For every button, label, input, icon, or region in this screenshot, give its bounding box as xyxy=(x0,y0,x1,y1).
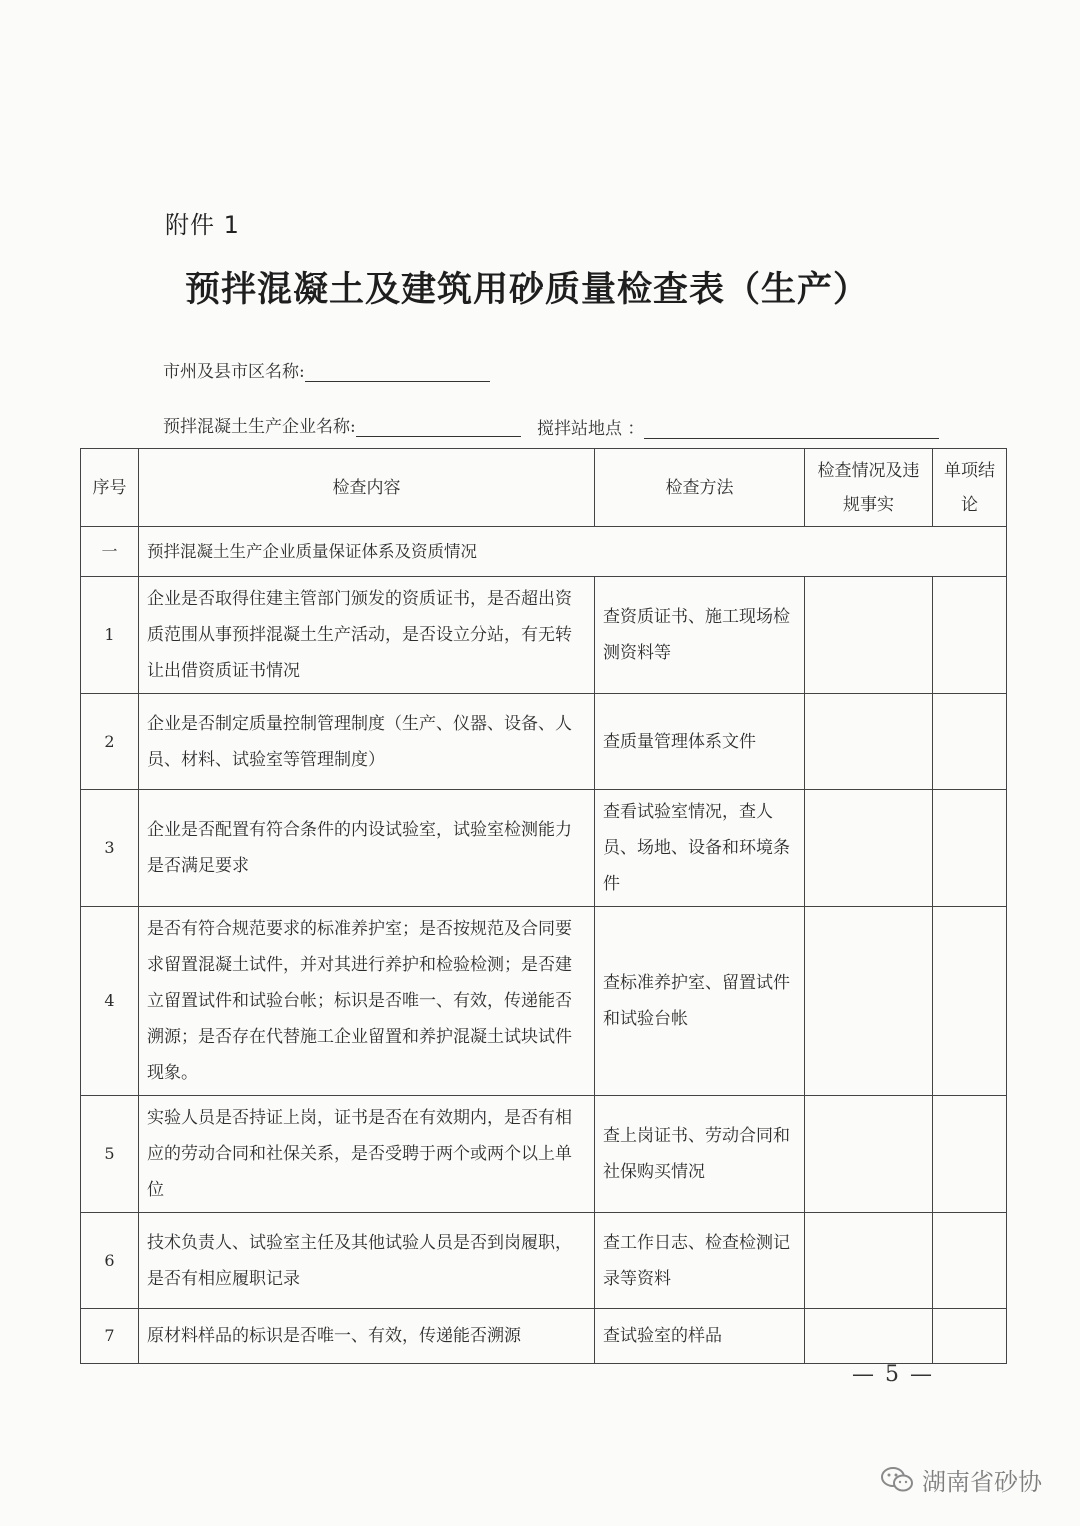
table-row xyxy=(81,1096,1007,1213)
row-finding-cell xyxy=(805,1096,933,1213)
table-row xyxy=(81,694,1007,790)
table-header-row xyxy=(81,449,1007,527)
row-number: 3 xyxy=(81,790,139,907)
watermark xyxy=(880,1462,1042,1497)
row-content: 原材料样品的标识是否唯一、有效，传递能否溯源 xyxy=(139,1309,595,1364)
row-conclusion-cell xyxy=(933,694,1007,790)
city-blank xyxy=(305,363,490,382)
row-content: 企业是否配置有符合条件的内设试验室，试验室检测能力是否满足要求 xyxy=(139,790,595,907)
table-row xyxy=(81,907,1007,1096)
station-blank xyxy=(644,420,939,439)
row-method: 查质量管理体系文件 xyxy=(595,694,805,790)
header-seq: 序号 xyxy=(81,449,139,527)
attachment-label: 附件 1 xyxy=(165,211,240,239)
row-finding-cell xyxy=(805,1213,933,1309)
table-row xyxy=(81,577,1007,694)
row-number: 1 xyxy=(81,577,139,694)
row-method: 查资质证书、施工现场检测资料等 xyxy=(595,577,805,694)
section-row xyxy=(81,527,1007,577)
table-row xyxy=(81,790,1007,907)
city-label: 市州及县市区名称: xyxy=(163,362,305,382)
table-row xyxy=(81,1309,1007,1364)
inspection-table xyxy=(80,448,1007,1364)
row-method: 查工作日志、检查检测记录等资料 xyxy=(595,1213,805,1309)
city-field xyxy=(163,357,490,382)
row-number: 7 xyxy=(81,1309,139,1364)
header-conclusion: 单项结论 xyxy=(933,449,1007,527)
row-number: 4 xyxy=(81,907,139,1096)
row-method: 查标准养护室、留置试件和试验台帐 xyxy=(595,907,805,1096)
header-method: 检查方法 xyxy=(595,449,805,527)
station-label: 搅拌站地点 ： xyxy=(537,419,645,439)
row-method: 查试验室的样品 xyxy=(595,1309,805,1364)
row-content: 是否有符合规范要求的标准养护室；是否按规范及合同要求留置混凝土试件，并对其进行养护和检验检测；是否建立留置试件和试验台帐；标识是否唯一、有效，传递能否溯源；是否存在代替施工企业留置和养护混凝土试块试件现象。 xyxy=(139,907,595,1096)
row-number: 6 xyxy=(81,1213,139,1309)
row-content: 企业是否取得住建主管部门颁发的资质证书，是否超出资质范围从事预拌混凝土生产活动，是否设立分站，有无转让出借资质证书情况 xyxy=(139,577,595,694)
row-conclusion-cell xyxy=(933,1096,1007,1213)
station-field xyxy=(537,414,939,439)
row-number: 5 xyxy=(81,1096,139,1213)
row-conclusion-cell xyxy=(933,907,1007,1096)
page-number: — 5 — xyxy=(852,1362,934,1387)
row-content: 实验人员是否持证上岗，证书是否在有效期内，是否有相应的劳动合同和社保关系，是否受聘于两个或两个以上单位 xyxy=(139,1096,595,1213)
row-method: 查上岗证书、劳动合同和社保购买情况 xyxy=(595,1096,805,1213)
table-row xyxy=(81,1213,1007,1309)
row-finding-cell xyxy=(805,1309,933,1364)
header-content: 检查内容 xyxy=(139,449,595,527)
row-finding-cell xyxy=(805,577,933,694)
row-conclusion-cell xyxy=(933,1309,1007,1364)
header-finding: 检查情况及违规事实 xyxy=(805,449,933,527)
row-content: 企业是否制定质量控制管理制度（生产、仪器、设备、人员、材料、试验室等管理制度） xyxy=(139,694,595,790)
row-finding-cell xyxy=(805,907,933,1096)
row-method: 查看试验室情况，查人员、场地、设备和环境条件 xyxy=(595,790,805,907)
document-title: 预拌混凝土及建筑用砂质量检查表（生产） xyxy=(185,270,870,310)
watermark-text: 湖南省砂协 xyxy=(922,1468,1042,1496)
row-content: 技术负责人、试验室主任及其他试验人员是否到岗履职，是否有相应履职记录 xyxy=(139,1213,595,1309)
wechat-icon xyxy=(880,1466,914,1494)
row-conclusion-cell xyxy=(933,1213,1007,1309)
row-conclusion-cell xyxy=(933,790,1007,907)
row-finding-cell xyxy=(805,790,933,907)
company-field xyxy=(163,412,521,437)
row-finding-cell xyxy=(805,694,933,790)
company-blank xyxy=(356,418,521,437)
row-conclusion-cell xyxy=(933,577,1007,694)
section-title: 预拌混凝土生产企业质量保证体系及资质情况 xyxy=(139,527,1007,577)
company-label: 预拌混凝土生产企业名称: xyxy=(163,417,356,437)
section-number: 一 xyxy=(81,527,139,577)
row-number: 2 xyxy=(81,694,139,790)
